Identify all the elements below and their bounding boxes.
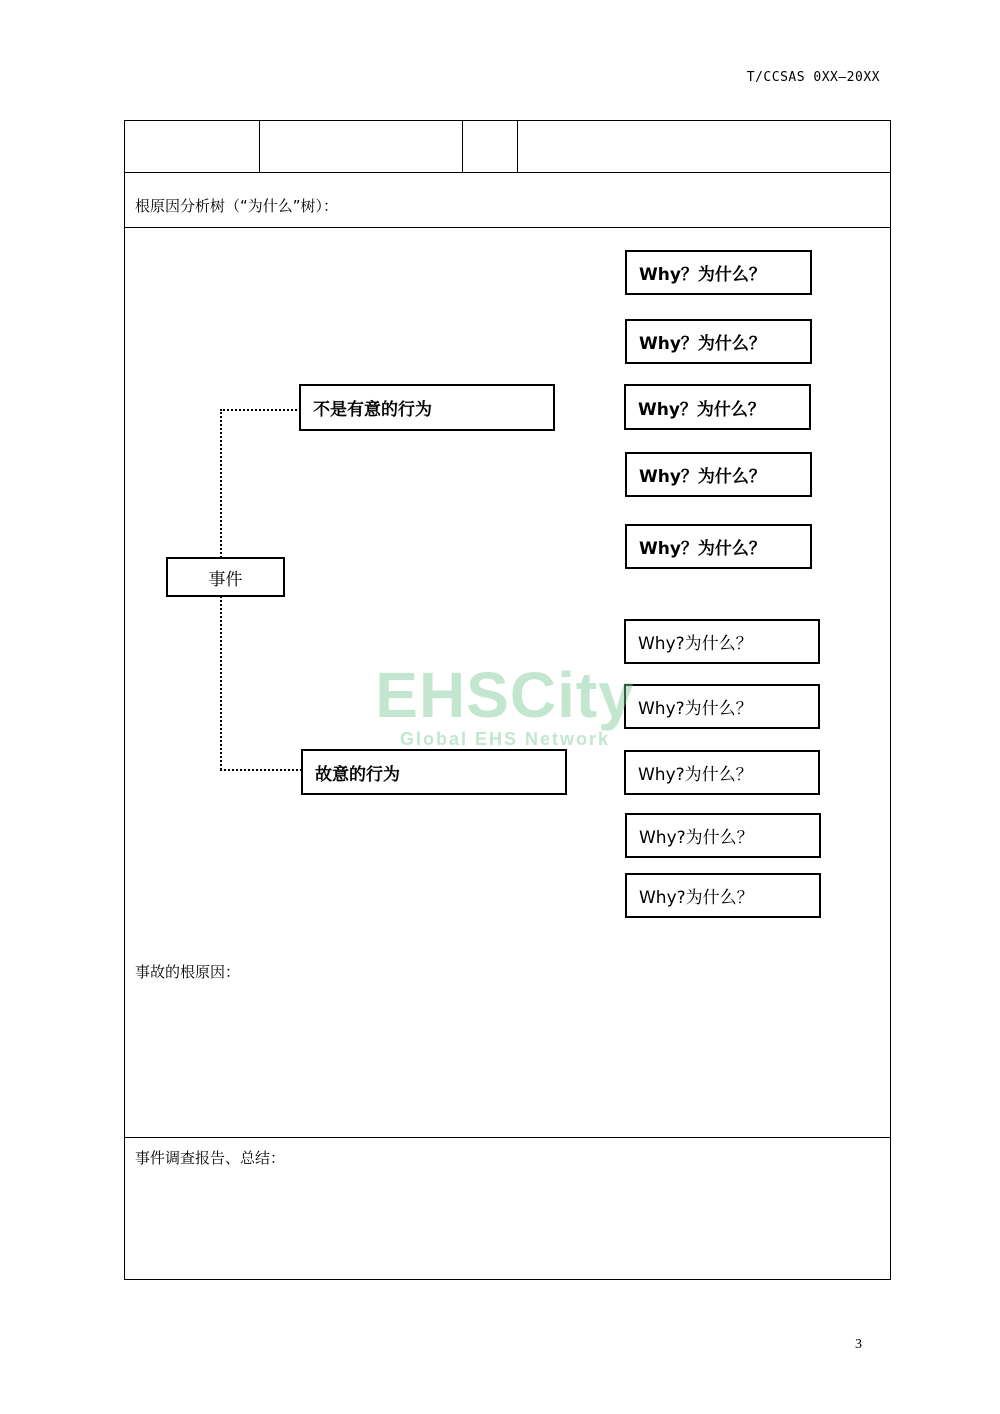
why-box-lower-1: Why?为什么？ xyxy=(624,619,820,664)
branch-connector-intentional xyxy=(220,769,302,771)
why-box-upper-5: Why？为什么？ xyxy=(625,524,812,569)
watermark-tagline: Global EHS Network xyxy=(399,729,611,749)
event-root-box: 事件 xyxy=(166,557,285,597)
row-divider xyxy=(125,172,890,173)
cell-divider xyxy=(462,121,463,173)
summary-label: 事件调查报告、总结： xyxy=(135,1149,286,1167)
root-cause-tree-label: 根原因分析树（“为什么”树）： xyxy=(135,197,339,215)
why-box-upper-3: Why？为什么？ xyxy=(624,384,811,430)
cell-divider xyxy=(259,121,260,173)
cell-divider xyxy=(517,121,518,173)
row-divider xyxy=(125,227,890,228)
why-box-lower-2: Why?为什么？ xyxy=(624,684,820,729)
page-number: 3 xyxy=(855,1337,862,1352)
watermark-logo: EHSCity xyxy=(375,659,635,731)
why-box-upper-4: Why？为什么？ xyxy=(625,452,812,497)
why-box-lower-4: Why?为什么？ xyxy=(625,813,821,858)
row-divider xyxy=(125,1137,890,1138)
why-box-upper-2: Why？为什么？ xyxy=(625,319,812,364)
why-box-lower-5: Why?为什么？ xyxy=(625,873,821,918)
intentional-behavior-box: 故意的行为 xyxy=(301,749,567,795)
root-cause-label: 事故的根原因： xyxy=(135,963,241,981)
why-box-lower-3: Why?为什么？ xyxy=(624,750,820,795)
document-code: T/CCSAS 0XX—20XX xyxy=(746,70,880,85)
unintentional-behavior-box: 不是有意的行为 xyxy=(299,384,555,431)
branch-connector-unintentional xyxy=(220,409,301,411)
why-box-upper-1: Why？为什么？ xyxy=(625,250,812,295)
